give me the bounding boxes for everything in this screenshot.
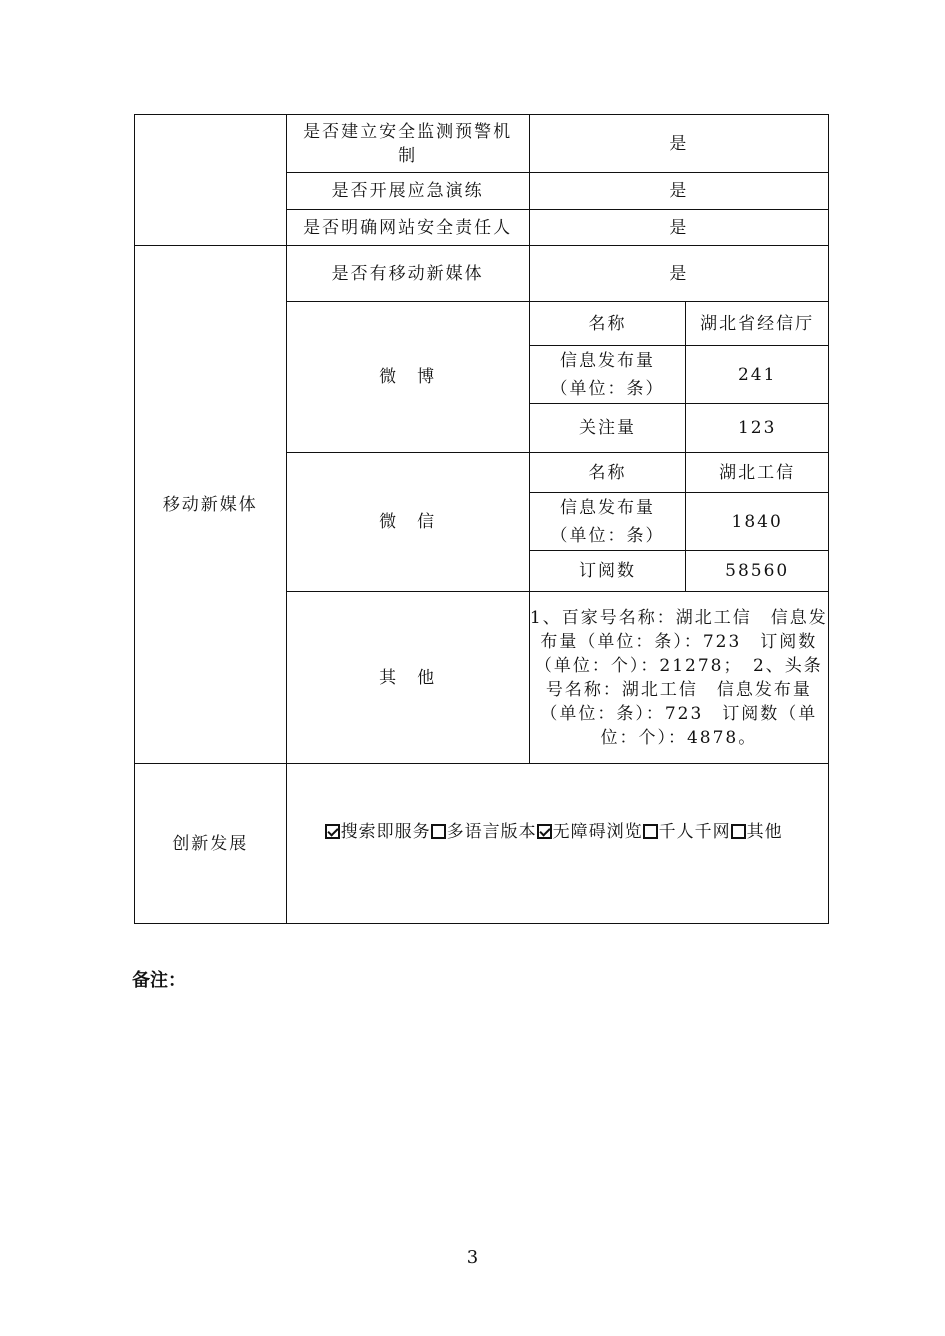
weibo-name-label: 名称 <box>529 302 686 346</box>
other-details: 1、百家号名称：湖北工信 信息发布量（单位：条）：723 订阅数（单位：个）：21278； 2、头条号名称：湖北工信 信息发布量（单位：条）：723 订阅数（单位：个）：4878。 <box>529 592 828 764</box>
security-label: 是否建立安全监测预警机制 <box>286 115 529 173</box>
security-label: 是否开展应急演练 <box>286 173 529 210</box>
wechat-subscribers-value: 58560 <box>686 551 829 592</box>
website-report-table <box>134 114 829 924</box>
innovation-label: 创新发展 <box>135 764 287 924</box>
other-label: 其 他 <box>286 592 529 764</box>
checkbox-unchecked-icon[interactable] <box>643 824 658 839</box>
option-accessibility[interactable]: 无障碍浏览 <box>537 822 643 842</box>
security-section-cell <box>135 115 287 246</box>
wechat-label: 微 信 <box>286 453 529 592</box>
wechat-name-label: 名称 <box>529 453 686 493</box>
wechat-subscribers-label: 订阅数 <box>529 551 686 592</box>
page-number: 3 <box>466 1247 479 1268</box>
weibo-followers-label: 关注量 <box>529 404 686 453</box>
wechat-posts-value: 1840 <box>686 493 829 551</box>
has-media-value: 是 <box>529 246 828 302</box>
security-value: 是 <box>529 210 828 246</box>
option-other[interactable]: 其他 <box>731 822 783 842</box>
weibo-posts-value: 241 <box>686 346 829 404</box>
weibo-label: 微 博 <box>286 302 529 453</box>
checkbox-unchecked-icon[interactable] <box>431 824 446 839</box>
security-value: 是 <box>529 115 828 173</box>
checkbox-checked-icon[interactable] <box>537 824 552 839</box>
mobile-media-section-label: 移动新媒体 <box>135 246 287 764</box>
has-media-label: 是否有移动新媒体 <box>286 246 529 302</box>
weibo-name-value: 湖北省经信厅 <box>686 302 829 346</box>
innovation-options <box>286 764 828 924</box>
security-value: 是 <box>529 173 828 210</box>
checkbox-unchecked-icon[interactable] <box>731 824 746 839</box>
weibo-posts-label: 信息发布量（单位：条） <box>529 346 686 404</box>
option-personalized[interactable]: 千人千网 <box>643 822 731 842</box>
option-multilingual[interactable]: 多语言版本 <box>431 822 537 842</box>
option-search-as-service[interactable]: 搜索即服务 <box>325 822 431 842</box>
security-label: 是否明确网站安全责任人 <box>286 210 529 246</box>
wechat-name-value: 湖北工信 <box>686 453 829 493</box>
wechat-posts-label: 信息发布量（单位：条） <box>529 493 686 551</box>
checkbox-checked-icon[interactable] <box>325 824 340 839</box>
remarks-label: 备注： <box>132 970 186 991</box>
weibo-followers-value: 123 <box>686 404 829 453</box>
